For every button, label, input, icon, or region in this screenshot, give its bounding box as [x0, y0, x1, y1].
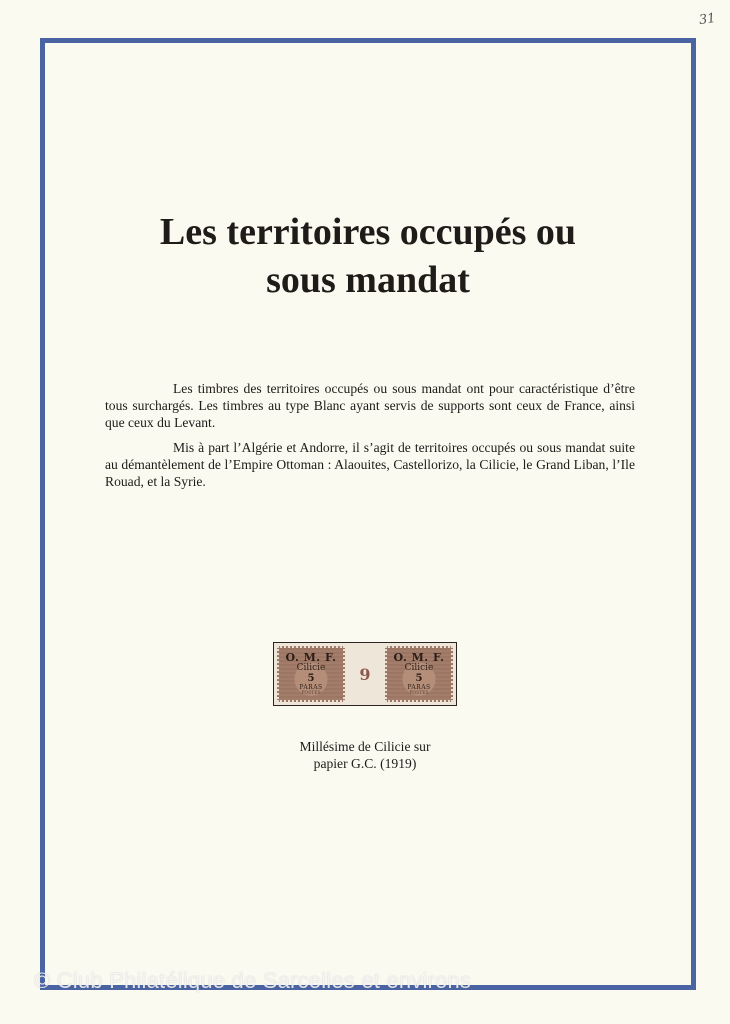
page-frame	[40, 38, 696, 990]
page-title	[45, 208, 691, 304]
paragraph-2: Mis à part l’Algérie et Andorre, il s’agit de territoires occupés ou sous mandat suite au démantèlement de l’Empire Ottoman : Alaouites, Castellorizo, la Cilicie, le Grand Liban, l’Ile Rouad, et la Syrie.	[105, 440, 635, 489]
stamp-left	[277, 646, 345, 702]
caption-line-2: papier G.C. (1919)	[313, 756, 417, 771]
stamp-caption	[225, 738, 505, 772]
stamp-territory: Cilicie	[296, 662, 326, 673]
millesime-number: 9	[359, 664, 371, 684]
title-line-2: sous mandat	[266, 259, 470, 301]
stamp-territory: Cilicie	[404, 662, 434, 673]
body-text	[105, 380, 635, 498]
copyright-watermark: © Club Philatélique de Sarcelles et environs	[34, 968, 472, 993]
stamp-overprint: O. M. F.	[393, 650, 445, 664]
stamp-postes: POSTES	[301, 690, 321, 696]
page-number: 31	[698, 10, 717, 29]
stamp-overprint: O. M. F.	[285, 650, 337, 664]
caption-line-1: Millésime de Cilicie sur	[299, 739, 431, 754]
stamp-right	[385, 646, 453, 702]
title-line-1: Les territoires occupés ou	[159, 211, 577, 253]
stamp-currency: PARAS	[299, 683, 323, 691]
stamp-postes: POSTES	[409, 690, 429, 696]
stamp-currency: PARAS	[407, 683, 431, 691]
stamp-value: 5	[415, 672, 423, 684]
paragraph-1: Les timbres des territoires occupés ou sous mandat ont pour caractéristique d’être tous surchargés. Les timbres au type Blanc ayant servis de supports sont ceux de France, ainsi que ceux du Levant.	[105, 381, 635, 430]
stamp-pair	[273, 642, 457, 706]
stamp-value: 5	[307, 672, 315, 684]
